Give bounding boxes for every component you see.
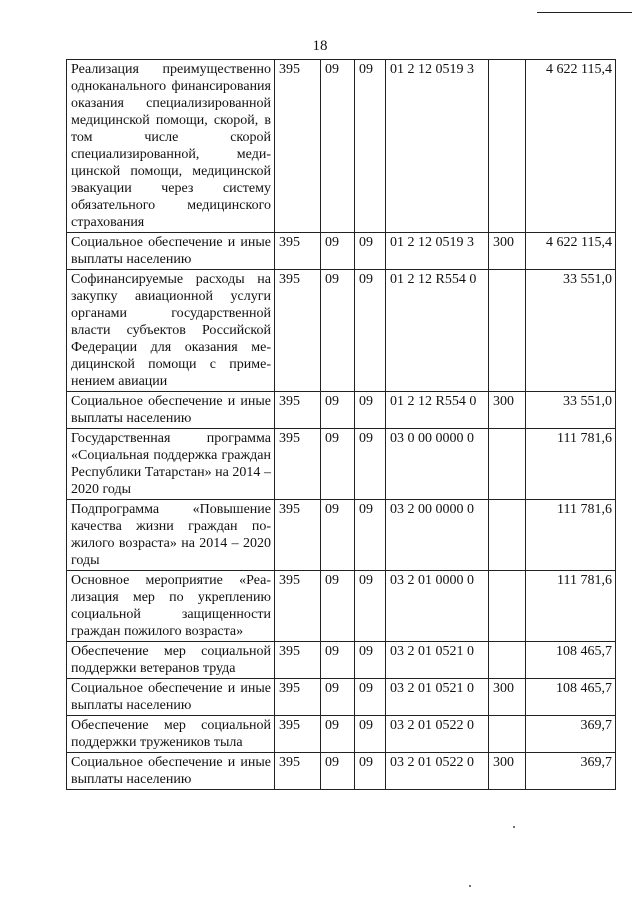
- row-section: 09: [321, 429, 355, 500]
- row-code: 395: [275, 716, 321, 753]
- row-section: 09: [321, 233, 355, 270]
- row-amount: 111 781,6: [526, 500, 616, 571]
- row-target-item: 01 2 12 0519 3: [386, 60, 489, 233]
- row-section: 09: [321, 679, 355, 716]
- row-target-item: 03 2 01 0521 0: [386, 642, 489, 679]
- row-section: 09: [321, 500, 355, 571]
- row-expense-type: 300: [489, 233, 526, 270]
- row-section: 09: [321, 571, 355, 642]
- row-amount: 4 622 115,4: [526, 60, 616, 233]
- row-expense-type: 300: [489, 753, 526, 790]
- scan-edge-line: [537, 12, 632, 13]
- row-target-item: 01 2 12 0519 3: [386, 233, 489, 270]
- row-name: Обеспечение мер социальной поддержки тружеников тыла: [67, 716, 275, 753]
- row-expense-type: [489, 270, 526, 392]
- table-row: [67, 642, 616, 679]
- row-section: 09: [321, 642, 355, 679]
- row-target-item: 01 2 12 R554 0: [386, 392, 489, 429]
- row-subsection: 09: [355, 429, 386, 500]
- row-amount: 111 781,6: [526, 429, 616, 500]
- row-target-item: 03 0 00 0000 0: [386, 429, 489, 500]
- row-code: 395: [275, 642, 321, 679]
- table-row: [67, 500, 616, 571]
- row-name: Софинансируемые расходы на закупку авиационной услуги органами государственной власти субъектов Российской Федерации для оказания медицинской помощи с применением авиации: [67, 270, 275, 392]
- row-section: 09: [321, 270, 355, 392]
- row-code: 395: [275, 679, 321, 716]
- row-code: 395: [275, 753, 321, 790]
- row-target-item: 03 2 01 0000 0: [386, 571, 489, 642]
- table-row: [67, 429, 616, 500]
- table-row: [67, 753, 616, 790]
- table-row: [67, 270, 616, 392]
- row-section: 09: [321, 716, 355, 753]
- row-subsection: 09: [355, 642, 386, 679]
- row-code: 395: [275, 270, 321, 392]
- row-amount: 111 781,6: [526, 571, 616, 642]
- row-name: Реализация преимущественно одноканального финансирования оказания специализированной медицинской помощи, скорой, в том числе скорой специализированной, медицинской помощи, медицинской эвакуации через систему обязательного медицинского страхования: [67, 60, 275, 233]
- table-row: [67, 716, 616, 753]
- row-subsection: 09: [355, 679, 386, 716]
- page-number: 18: [312, 38, 328, 54]
- row-target-item: 01 2 12 R554 0: [386, 270, 489, 392]
- row-code: 395: [275, 571, 321, 642]
- scan-speck: [513, 826, 515, 828]
- row-subsection: 09: [355, 753, 386, 790]
- row-expense-type: [489, 716, 526, 753]
- row-subsection: 09: [355, 571, 386, 642]
- table-row: [67, 233, 616, 270]
- row-name: Подпрограмма «Повышение качества жизни граждан пожилого возраста» на 2014 – 2020 годы: [67, 500, 275, 571]
- row-expense-type: [489, 500, 526, 571]
- row-target-item: 03 2 01 0522 0: [386, 753, 489, 790]
- row-expense-type: [489, 60, 526, 233]
- row-expense-type: 300: [489, 679, 526, 716]
- table-row: [67, 679, 616, 716]
- row-subsection: 09: [355, 270, 386, 392]
- row-code: 395: [275, 500, 321, 571]
- row-target-item: 03 2 01 0522 0: [386, 716, 489, 753]
- row-subsection: 09: [355, 500, 386, 571]
- row-section: 09: [321, 60, 355, 233]
- row-expense-type: [489, 642, 526, 679]
- row-amount: 108 465,7: [526, 642, 616, 679]
- row-section: 09: [321, 753, 355, 790]
- row-name: Социальное обеспечение и иные выплаты населению: [67, 679, 275, 716]
- row-subsection: 09: [355, 60, 386, 233]
- row-expense-type: [489, 429, 526, 500]
- row-subsection: 09: [355, 233, 386, 270]
- row-code: 395: [275, 392, 321, 429]
- row-amount: 33 551,0: [526, 270, 616, 392]
- row-subsection: 09: [355, 392, 386, 429]
- row-name: Социальное обеспечение и иные выплаты населению: [67, 233, 275, 270]
- row-amount: 369,7: [526, 753, 616, 790]
- row-section: 09: [321, 392, 355, 429]
- scan-speck: [469, 885, 471, 887]
- row-code: 395: [275, 60, 321, 233]
- row-code: 395: [275, 233, 321, 270]
- table-row: [67, 60, 616, 233]
- row-name: Обеспечение мер социальной поддержки ветеранов труда: [67, 642, 275, 679]
- table-row: [67, 392, 616, 429]
- row-expense-type: [489, 571, 526, 642]
- row-subsection: 09: [355, 716, 386, 753]
- row-name: Социальное обеспечение и иные выплаты населению: [67, 753, 275, 790]
- row-expense-type: 300: [489, 392, 526, 429]
- row-name: Основное мероприятие «Реализация мер по укреплению социальной защищенности граждан пожилого возраста»: [67, 571, 275, 642]
- row-code: 395: [275, 429, 321, 500]
- row-amount: 4 622 115,4: [526, 233, 616, 270]
- table-row: [67, 571, 616, 642]
- budget-table: [66, 59, 616, 790]
- row-amount: 33 551,0: [526, 392, 616, 429]
- row-amount: 369,7: [526, 716, 616, 753]
- row-target-item: 03 2 01 0521 0: [386, 679, 489, 716]
- row-name: Социальное обеспечение и иные выплаты населению: [67, 392, 275, 429]
- row-amount: 108 465,7: [526, 679, 616, 716]
- row-target-item: 03 2 00 0000 0: [386, 500, 489, 571]
- row-name: Государственная программа «Социальная поддержка граждан Республики Татарстан» на 2014 – 2020 годы: [67, 429, 275, 500]
